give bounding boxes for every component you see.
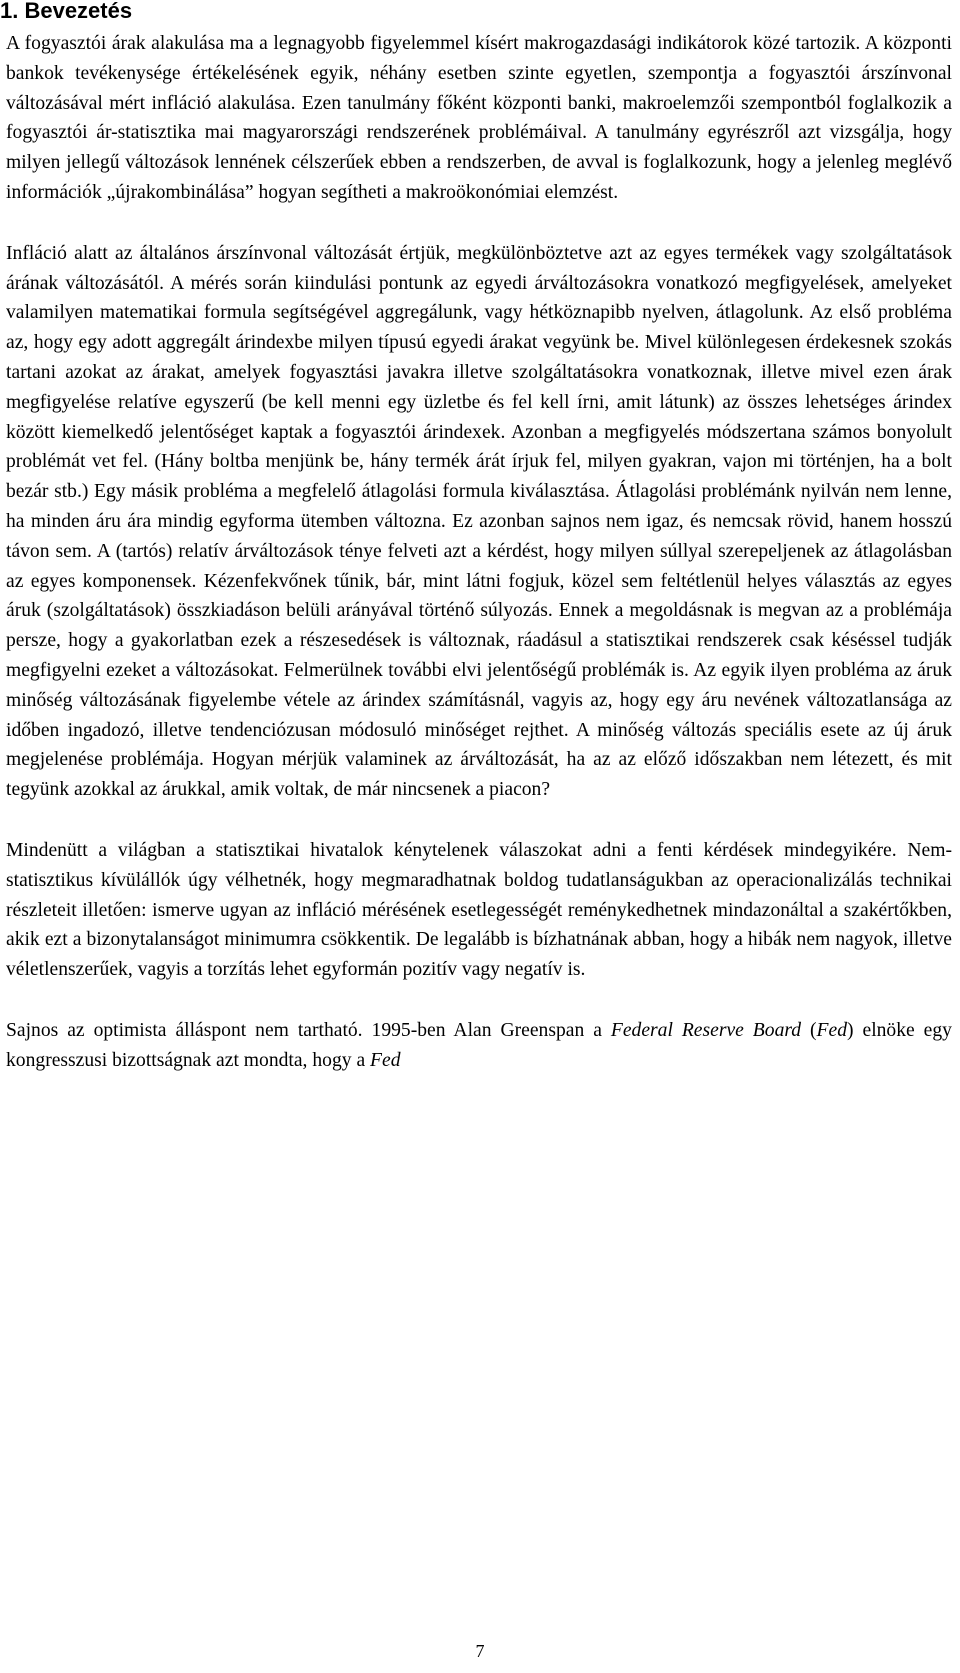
paragraph-text: Sajnos az optimista álláspont nem tartható. 1995-ben Alan Greenspan a (6, 1019, 611, 1041)
body-text (6, 29, 952, 1107)
paragraph-text: ) elnöke egy kongresszusi bizottságnak azt mondta, hogy a (6, 1019, 952, 1071)
paragraph-text: Mindenütt a világban a statisztikai hivatalok kénytelenek válaszokat adni a fenti kérdések mindegyikére. Nem-statisztikus kívülállók úgy vélhetnék, hogy megmaradhatnak boldog tudatlanságukban az operacionalizálás technikai részleteit illetően: ismerve ugyan az infláció mérésének esetlegességét reménykedhetnek mindazonáltal a szakértőkben, akik ezt a bizonytalanságot minimumra csökkentik. De legalább is bízhatnának abban, hogy a hibák nem nagyok, illetve véletlenszerűek, vagyis a torzítás lehet egyformán pozitív vagy negatív is. (6, 839, 952, 981)
paragraph-statistical-offices (6, 836, 952, 985)
paragraph-italic-text: Fed (370, 1049, 401, 1071)
paragraph-greenspan (6, 1016, 952, 1076)
paragraph-text: Infláció alatt az általános árszínvonal változását értjük, megkülönböztetve azt az egyes termékek vagy szolgáltatások árának változásától. A mérés során kiindulási pontunk az egyedi árváltozásokra vonatkozó megfigyelések, amelyeket valamilyen matematikai formula segítségével aggregálunk, vagy hétköznapibb nyelven, átlagolunk. Az első probléma az, hogy egy adott aggregált árindexbe milyen típusú egyedi árakat vegyünk be. Mivel különlegesen érdekesnek szokás tartani azokat az árakat, amelyek fogyasztási javakra illetve szolgáltatásokra vonatkoznak, illetve mivel ezen árak megfigyelése relatíve egyszerű (be kell menni egy üzletbe és fel kell írni, amit látunk) az összes lehetséges árindex között kiemelkedő jelentőséget kaptak a fogyasztói árindexek. Azonban a megfigyelés módszertana számos bonyolult problémát vet fel. (Hány boltba menjünk be, hány termék árát írjuk fel, milyen gyakran, vajon mi történjen, ha a bolt bezár stb.) Egy másik probléma a megfelelő átlagolási formula kiválasztása. Átlagolási problémánk nyilván nem lenne, ha minden áru ára mindig egyforma ütemben változna. Ez azonban sajnos nem igaz, és nemcsak rövid, hanem hosszú távon sem. A (tartós) relatív árváltozások ténye felveti azt a kérdést, hogy milyen súllyal szerepeljenek az átlagolásban az egyes komponensek. Kézenfekvőnek tűnik, bár, mint látni fogjuk, közel sem feltétlenül helyes választás az egyes áruk (szolgáltatások) összkiadáson belüli arányával történő súlyozás. Ennek a megoldásnak is megvan az a problémája persze, hogy a gyakorlatban ezek a részesedések is változnak, ráadásul a statisztikai rendszerek csak késéssel tudják megfigyelni ezeket a változásokat. Felmerülnek további elvi jelentőségű problémák is. Az egyik ilyen probléma az áruk minőség változásának figyelembe vétele az árindex számításnál, vagyis az, hogy egy áru nevének változatlansága az időben ingadozó, illetve tendenciózusan módosuló minőséget rejthet. A minőség változás speciális esete az új áruk megjelenése problémája. Hogyan mérjük valaminek az árváltozását, ha az az előző időszakban nem létezett, és mit tegyünk azokkal az árukkal, amik voltak, de már nincsenek a piacon? (6, 242, 952, 801)
paragraph-text: ( (801, 1019, 817, 1041)
paragraph-intro (6, 29, 952, 208)
page-number: 7 (475, 1641, 485, 1661)
paragraph-italic-text: Federal Reserve Board (610, 1019, 802, 1041)
paragraph-italic-text: Fed (816, 1019, 848, 1041)
section-heading: 1. Bevezetés (0, 0, 133, 23)
paragraph-inflation-definition (6, 239, 952, 805)
paragraph-text: A fogyasztói árak alakulása ma a legnagyobb figyelemmel kísért makrogazdasági indikátorok közé tartozik. A központi bankok tevékenysége értékelésének egyik, néhány esetben szinte egyetlen, szempontja a fogyasztói árszínvonal változásával mért infláció alakulása. Ezen tanulmány főként központi banki, makroelemzői szempontból foglalkozik a fogyasztói ár-statisztika mai magyarországi rendszerének problémáival. A tanulmány egyrészről azt vizsgálja, hogy milyen jellegű változások lennének célszerűek ebben a rendszerben, de avval is foglalkozunk, hogy a jelenleg meglévő információk „újrakombinálása” hogyan segítheti a makroökonómiai elemzést. (6, 33, 952, 203)
